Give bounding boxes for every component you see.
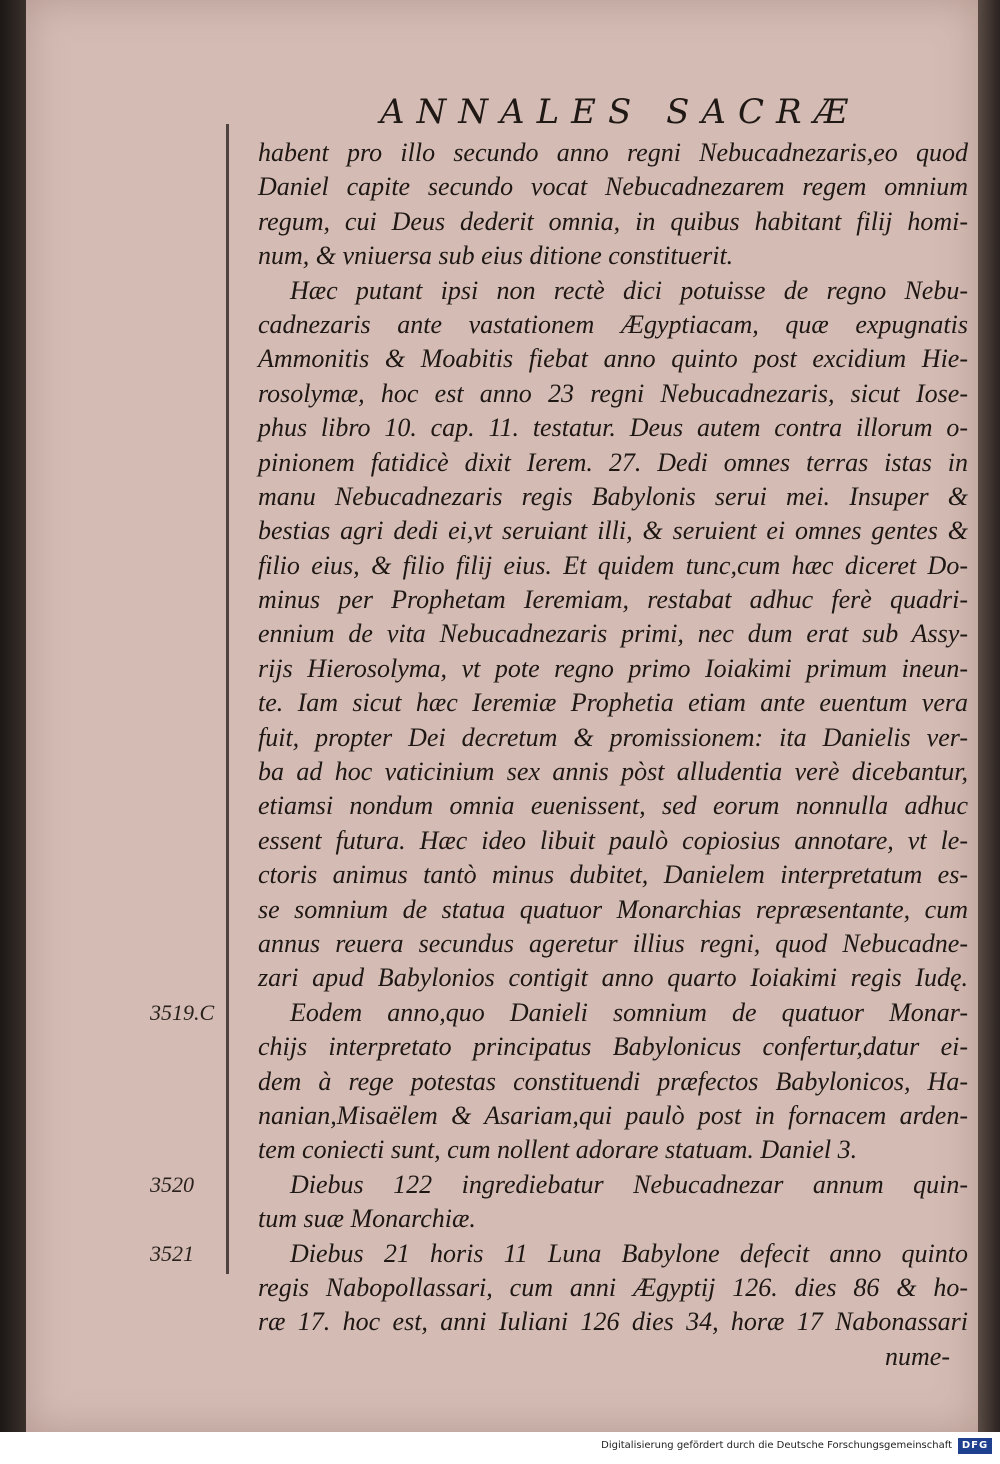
text-line: Hæc putant ipsi non rectè dici potuisse de regno Nebu- xyxy=(290,275,968,305)
text-line: phus libro 10. cap. 11. testatur. Deus autem contra illorum o- xyxy=(258,413,968,443)
text-line: tum suæ Monarchiæ. xyxy=(258,1204,476,1234)
margin-rule xyxy=(226,124,229,1274)
text-line: Diebus 122 ingrediebatur Nebucadnezar annum quin- xyxy=(290,1169,968,1199)
text-line: tem coniecti sunt, cum nollent adorare statuam. Daniel 3. xyxy=(258,1135,858,1165)
book-gutter-left xyxy=(0,0,26,1432)
text-line: filio eius, & filio filij eius. Et quidem tunc,cum hæc diceret Do- xyxy=(258,550,968,580)
text-line: Ammonitis & Moabitis fiebat anno quinto post excidium Hie- xyxy=(258,344,968,374)
running-head: ANNALES SACRÆ xyxy=(380,92,860,132)
text-line: regum, cui Deus dederit omnia, in quibus habitant filij homi- xyxy=(258,206,968,236)
text-line: habent pro illo secundo anno regni Nebucadnezaris,eo quod xyxy=(258,138,968,167)
text-line: minus per Prophetam Ieremiam, restabat adhuc ferè quadri- xyxy=(258,585,968,615)
text-line: ræ 17. hoc est, anni Iuliani 126 dies 34, horæ 17 Nabonassari xyxy=(258,1307,968,1337)
book-edge-right xyxy=(978,0,1000,1432)
text-line: essent futura. Hæc ideo libuit paulò copiosius annotare, vt le- xyxy=(258,825,968,855)
text-line: regis Nabopollassari, cum anni Ægyptij 126. dies 86 & ho- xyxy=(258,1272,968,1302)
margin-note-year: 3519.C xyxy=(150,1000,215,1025)
text-line: rosolymæ, hoc est anno 23 regni Nebucadnezaris, sicut Iose- xyxy=(258,378,968,408)
text-line: ba ad hoc vaticinium sex annis pòst alludentia verè dicebantur, xyxy=(258,757,968,787)
text-line: cadnezaris ante vastationem Ægyptiacam, quæ expugnatis xyxy=(258,309,968,339)
text-line: nanian,Misaëlem & Asariam,qui paulò post in fornacem arden- xyxy=(258,1100,968,1130)
text-line: bestias agri dedi ei,vt seruiant illi, & seruient ei omnes gentes & xyxy=(258,516,968,546)
text-line: te. Iam sicut hæc Ieremiæ Prophetia etiam ante euentum vera xyxy=(258,688,968,718)
text-line: pinionem fatidicè dixit Ierem. 27. Dedi omnes terras istas in xyxy=(258,447,968,477)
footer-credit: Digitalisierung gefördert durch die Deutsche Forschungsgemeinschaft xyxy=(601,1440,952,1451)
text-line: manu Nebucadnezaris regis Babylonis serui mei. Insuper & xyxy=(258,481,968,511)
footer-bar xyxy=(0,1432,1000,1464)
text-line: nume- xyxy=(885,1341,950,1371)
text-line: num, & vniuersa sub eius ditione constituerit. xyxy=(258,241,734,271)
text-line: Diebus 21 horis 11 Luna Babylone defecit anno quinto xyxy=(290,1238,968,1268)
text-line: annus reuera secundus ageretur illius regni, quod Nebucadne- xyxy=(258,928,968,958)
text-line: zari apud Babylonios contigit anno quarto Ioiakimi regis Iudę. xyxy=(258,963,968,993)
text-line: Daniel capite secundo vocat Nebucadnezarem regem omnium xyxy=(258,172,968,202)
text-line: ennium de vita Nebucadnezaris primi, nec dum erat sub Assy- xyxy=(258,619,968,649)
text-line: Eodem anno,quo Danieli somnium de quatuor Monar- xyxy=(290,997,968,1027)
body-text xyxy=(258,136,968,1374)
text-line: chijs interpretato principatus Babylonicus confertur,datur ei- xyxy=(258,1032,968,1062)
margin-note-year: 3520 xyxy=(150,1172,194,1197)
margin-note-year: 3521 xyxy=(150,1240,194,1266)
dfg-logo: DFG xyxy=(958,1438,992,1454)
text-line: rijs Hierosolyma, vt pote regno primo Ioiakimi primum ineun- xyxy=(258,653,968,683)
text-line: ctoris animus tantò minus dubitet, Danielem interpretatum es- xyxy=(258,860,968,890)
text-line: se somnium de statua quatuor Monarchias repræsentante, cum xyxy=(258,894,968,924)
text-line: etiamsi nondum omnia euenissent, sed eorum nonnulla adhuc xyxy=(258,791,968,821)
text-line: fuit, propter Dei decretum & promissionem: ita Danielis ver- xyxy=(258,722,968,752)
text-line: dem à rege potestas constituendi præfectos Babylonicos, Ha- xyxy=(258,1066,968,1096)
